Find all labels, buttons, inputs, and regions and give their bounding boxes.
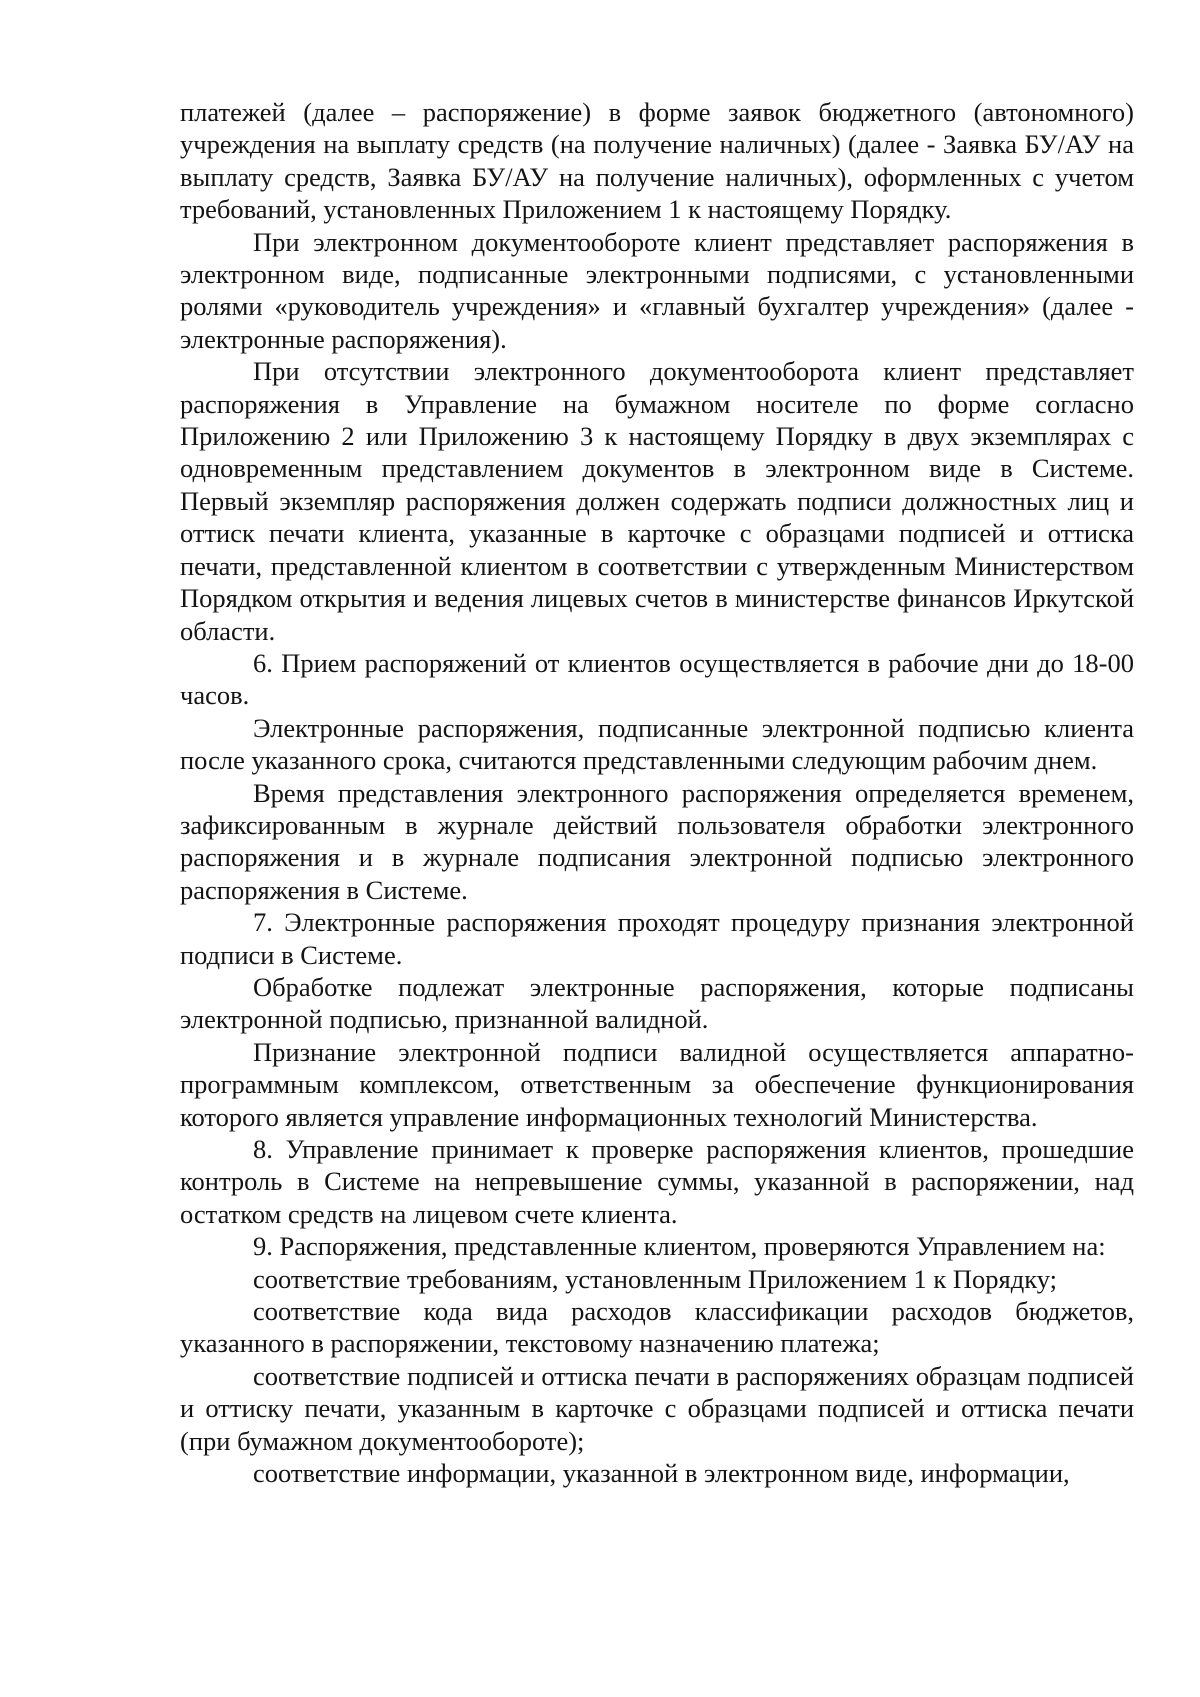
document-body	[180, 96, 1134, 1489]
paragraph-11: 9. Распоряжения, представленные клиентом, проверяются Управлением на:	[253, 1231, 1106, 1262]
paragraph-4: 6. Прием распоряжений от клиентов осуществляется в рабочие дни до 18-00 часов.	[180, 647, 1134, 711]
paragraph-9: Признание электронной подписи валидной осуществляется аппаратно-программным комплексом, ответственным за обеспечение функционирования которого является управление информационных технологий Министерства.	[180, 1036, 1134, 1132]
paragraph-5: Электронные распоряжения, подписанные электронной подписью клиента после указанного срока, считаются представленными следующим рабочим днем.	[180, 712, 1134, 776]
paragraph-13: соответствие кода вида расходов классификации расходов бюджетов, указанного в распоряжении, текстовому назначению платежа;	[180, 1296, 1134, 1359]
paragraph-7: 7. Электронные распоряжения проходят процедуру признания электронной подписи в Системе.	[180, 907, 1134, 970]
paragraph-10: 8. Управление принимает к проверке распоряжения клиентов, прошедшие контроль в Системе на непревышение суммы, указанной в распоряжении, над остатком средств на лицевом счете клиента.	[180, 1134, 1134, 1229]
paragraph-3: При отсутствии электронного документооборота клиент представляет распоряжения в Управление на бумажном носителе по форме согласно Приложению 2 или Приложению 3 к настоящему Порядку в двух экземплярах с одновременным представлением документов в электронном виде в Системе. Первый экземпляр распоряжения должен содержать подписи должностных лиц и оттиск печати клиента, указанные в карточке с образцами подписей и оттиска печати, представленной клиентом в соответствии с утвержденным Министерством Порядком открытия и ведения лицевых счетов в министерстве финансов Иркутской области.	[180, 356, 1134, 646]
paragraph-6: Время представления электронного распоряжения определяется временем, зафиксированным в журнале действий пользователя обработки электронного распоряжения и в журнале подписания электронной подписью электронного распоряжения в Системе.	[180, 777, 1134, 905]
paragraph-2: При электронном документообороте клиент представляет распоряжения в электронном виде, подписанные электронными подписями, с установленными ролями «руководитель учреждения» и «главный бухгалтер учреждения» (далее - электронные распоряжения).	[180, 226, 1134, 354]
paragraph-15: соответствие информации, указанной в электронном виде, информации,	[253, 1458, 1070, 1489]
paragraph-1: платежей (далее – распоряжение) в форме заявок бюджетного (автономного) учреждения на выплату средств (на получение наличных) (далее - Заявка БУ/АУ на выплату средств, Заявка БУ/АУ на получение наличных), оформленных с учетом требований, установленных Приложением 1 к настоящему Порядку.	[180, 97, 1134, 225]
paragraph-8: Обработке подлежат электронные распоряжения, которые подписаны электронной подписью, признанной валидной.	[180, 971, 1134, 1035]
paragraph-14: соответствие подписей и оттиска печати в распоряжениях образцам подписей и оттиску печати, указанным в карточке с образцами подписей и оттиска печати (при бумажном документообороте);	[180, 1360, 1134, 1456]
paragraph-12: соответствие требованиям, установленным Приложением 1 к Порядку;	[253, 1263, 1057, 1294]
